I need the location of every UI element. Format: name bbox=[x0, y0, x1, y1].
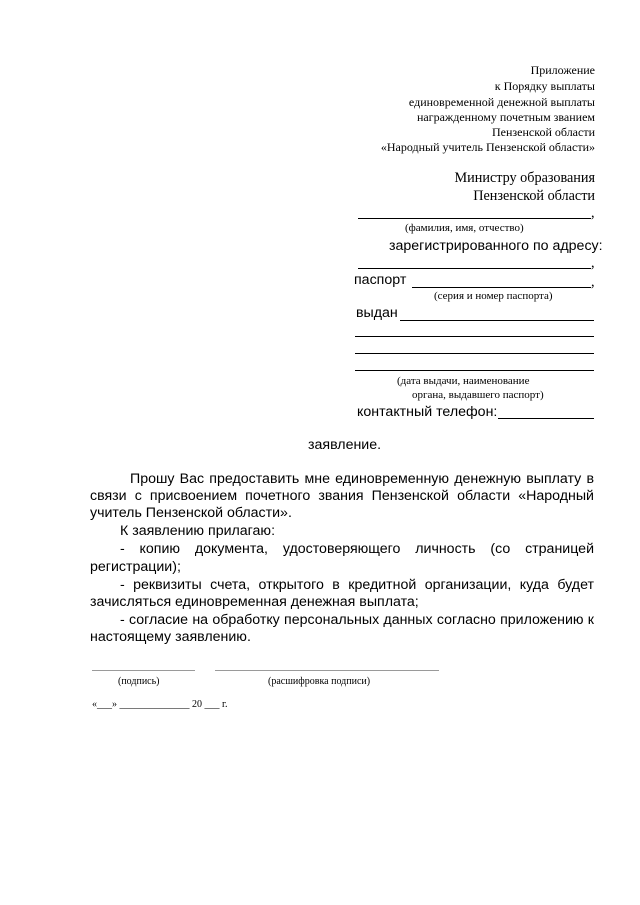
para1-line: связи с присвоением почетного звания Пензенской области «Народный bbox=[90, 488, 594, 504]
registered-label: зарегистрированного по адресу: bbox=[389, 238, 603, 254]
issued-caption-2: органа, выдавшего паспорт) bbox=[412, 389, 544, 401]
issued-field-line-4[interactable] bbox=[355, 370, 594, 371]
para1-line: учитель Пензенской области». bbox=[90, 505, 292, 521]
attach-item: - согласие на обработку персональных данных согласно приложению к bbox=[120, 612, 594, 628]
issued-label: выдан bbox=[356, 305, 398, 321]
issued-field-line-3[interactable] bbox=[355, 353, 594, 354]
issued-field-line[interactable] bbox=[400, 320, 594, 321]
signature-decode-field-line[interactable] bbox=[215, 670, 439, 671]
comma: , bbox=[591, 255, 595, 271]
date-line[interactable]: «___» ______________ 20 ___ г. bbox=[92, 699, 228, 710]
signature-caption: (подпись) bbox=[118, 676, 160, 687]
phone-label: контактный телефон: bbox=[357, 404, 498, 420]
fio-caption: (фамилия, имя, отчество) bbox=[405, 222, 524, 234]
issued-field-line-2[interactable] bbox=[355, 336, 594, 337]
attach-intro: К заявлению прилагаю: bbox=[120, 523, 276, 539]
addressee-ministry: Министру образования bbox=[454, 170, 595, 186]
appendix-line: Пензенской области bbox=[492, 125, 595, 139]
appendix-line: «Народный учитель Пензенской области» bbox=[380, 140, 595, 154]
fio-field-line[interactable] bbox=[358, 218, 591, 219]
attach-item: - копию документа, удостоверяющего личность (со страницей bbox=[120, 541, 594, 557]
attach-item: регистрации); bbox=[90, 559, 181, 575]
document-title: заявление. bbox=[308, 437, 382, 453]
signature-decode-caption: (расшифровка подписи) bbox=[268, 676, 371, 687]
comma: , bbox=[591, 274, 595, 290]
appendix-line: единовременной денежной выплаты bbox=[408, 95, 595, 109]
phone-field-line[interactable] bbox=[498, 418, 594, 419]
attach-item: - реквизиты счета, открытого в кредитной организации, куда будет bbox=[120, 577, 594, 593]
appendix-line: награжденному почетным званием bbox=[416, 110, 595, 124]
signature-field-line[interactable] bbox=[92, 670, 195, 671]
passport-label: паспорт bbox=[354, 272, 407, 288]
passport-caption: (серия и номер паспорта) bbox=[434, 290, 553, 302]
issued-caption-1: (дата выдачи, наименование bbox=[397, 375, 530, 387]
attach-item: настоящему заявлению. bbox=[90, 629, 251, 645]
para1-line: Прошу Вас предоставить мне единовременную денежную выплату в bbox=[130, 471, 594, 487]
address-field-line[interactable] bbox=[358, 268, 591, 269]
comma: , bbox=[591, 205, 595, 221]
passport-field-line[interactable] bbox=[412, 287, 591, 288]
appendix-line: к Порядку выплаты bbox=[494, 79, 595, 93]
appendix-line: Приложение bbox=[530, 63, 595, 77]
attach-item: зачисляться единовременная денежная выплата; bbox=[90, 594, 419, 610]
addressee-region: Пензенской области bbox=[473, 188, 595, 204]
